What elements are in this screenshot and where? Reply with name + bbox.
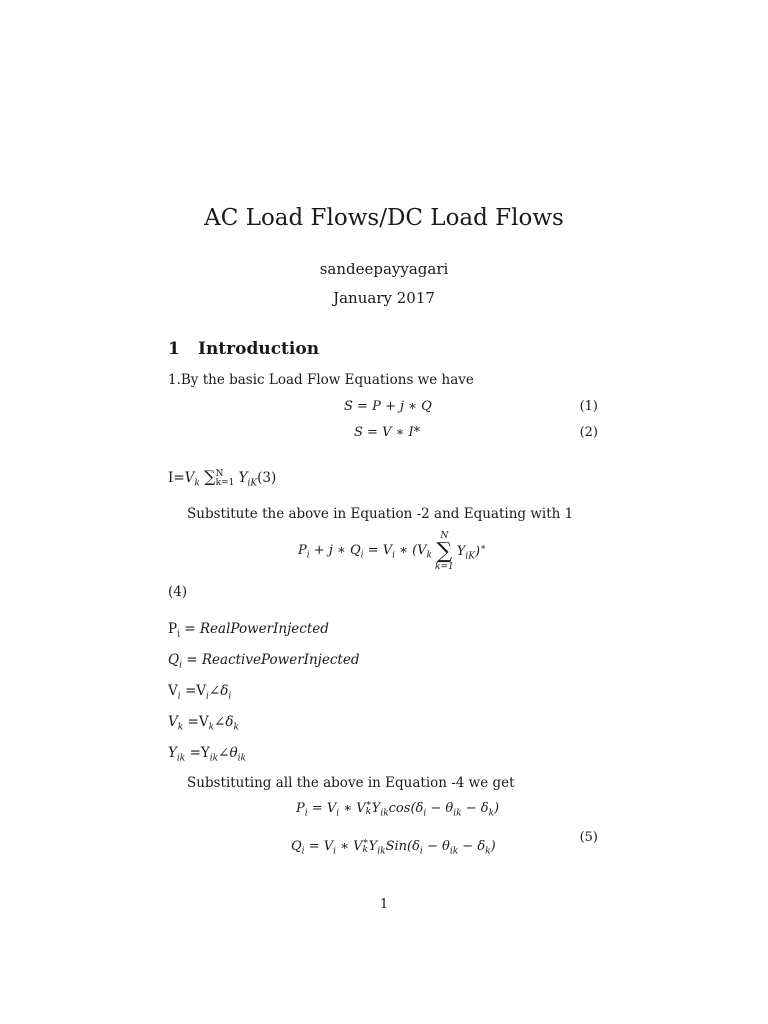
equation-2-text: S = V ∗ I* <box>354 425 421 440</box>
def-reactive-power: $Q_i$ = ReactivePowerInjected <box>168 652 360 671</box>
equation-5-number: (5) <box>579 830 598 845</box>
current-equation: $I=V_k$ ∑ N k=1 $Y_{iK}(3)$ <box>168 467 277 489</box>
substituting-text: Substituting all the above in Equation -4 we get <box>187 775 515 791</box>
def-voltage-i: $V_i$ $=V_i\angle\delta_i$ <box>168 683 232 702</box>
def-voltage-k: $V_k$ $=V_k\angle\delta_k$ <box>168 714 239 733</box>
def-voltage-k-text: =V <box>187 714 209 730</box>
date: January 2017 <box>333 289 435 307</box>
equation-4: $P_i + j$ ∗ $Q_i = V_i$ ∗ ($V_k$ N ∑ k=1 $Y_{iK})^∗$ <box>298 531 487 572</box>
equation-5a: $P_i = V_i$ ∗ V ∗ k $Y_{ik}\cos(\delta_i - \theta_{ik} - \delta_k)$ <box>296 799 500 819</box>
intro-text: 1.By the basic Load Flow Equations we have <box>168 372 474 388</box>
equation-1-number: (1) <box>579 399 598 414</box>
def-voltage-i-text: =V <box>184 683 206 699</box>
equation-2 <box>354 425 420 440</box>
equation-1-text: S = P + j ∗ Q <box>344 399 432 414</box>
equation-5b: $Q_i = V_i$ ∗ V ∗ k $Y_{ik}Sin(\delta_i - \theta_{ik} - \delta_k)$ <box>291 837 496 857</box>
section-heading <box>168 339 319 359</box>
equation-1 <box>344 399 432 414</box>
def-real-power-text: = RealPowerInjected <box>184 621 329 637</box>
substitute-text: Substitute the above in Equation -2 and Equating with 1 <box>187 506 574 522</box>
equation-2-number: (2) <box>579 425 598 440</box>
def-real-power: $P_i$ = RealPowerInjected <box>168 621 329 640</box>
author: sandeepayyagari <box>319 260 449 278</box>
current-equation-number: (3) <box>257 470 277 486</box>
current-equation-prefix: I= <box>168 470 185 486</box>
paper-title: AC Load Flows/DC Load Flows <box>204 205 564 231</box>
def-admittance-text: =Y <box>189 745 210 761</box>
section-number: 1 <box>168 339 180 359</box>
def-admittance: $Y_{ik}$ $=Y_{ik}\angle\theta_{ik}$ <box>168 745 246 764</box>
def-reactive-power-text: = ReactivePowerInjected <box>186 652 360 668</box>
page-number: 1 <box>379 897 389 912</box>
section-title: Introduction <box>198 339 320 359</box>
equation-4-number: (4) <box>168 584 188 600</box>
